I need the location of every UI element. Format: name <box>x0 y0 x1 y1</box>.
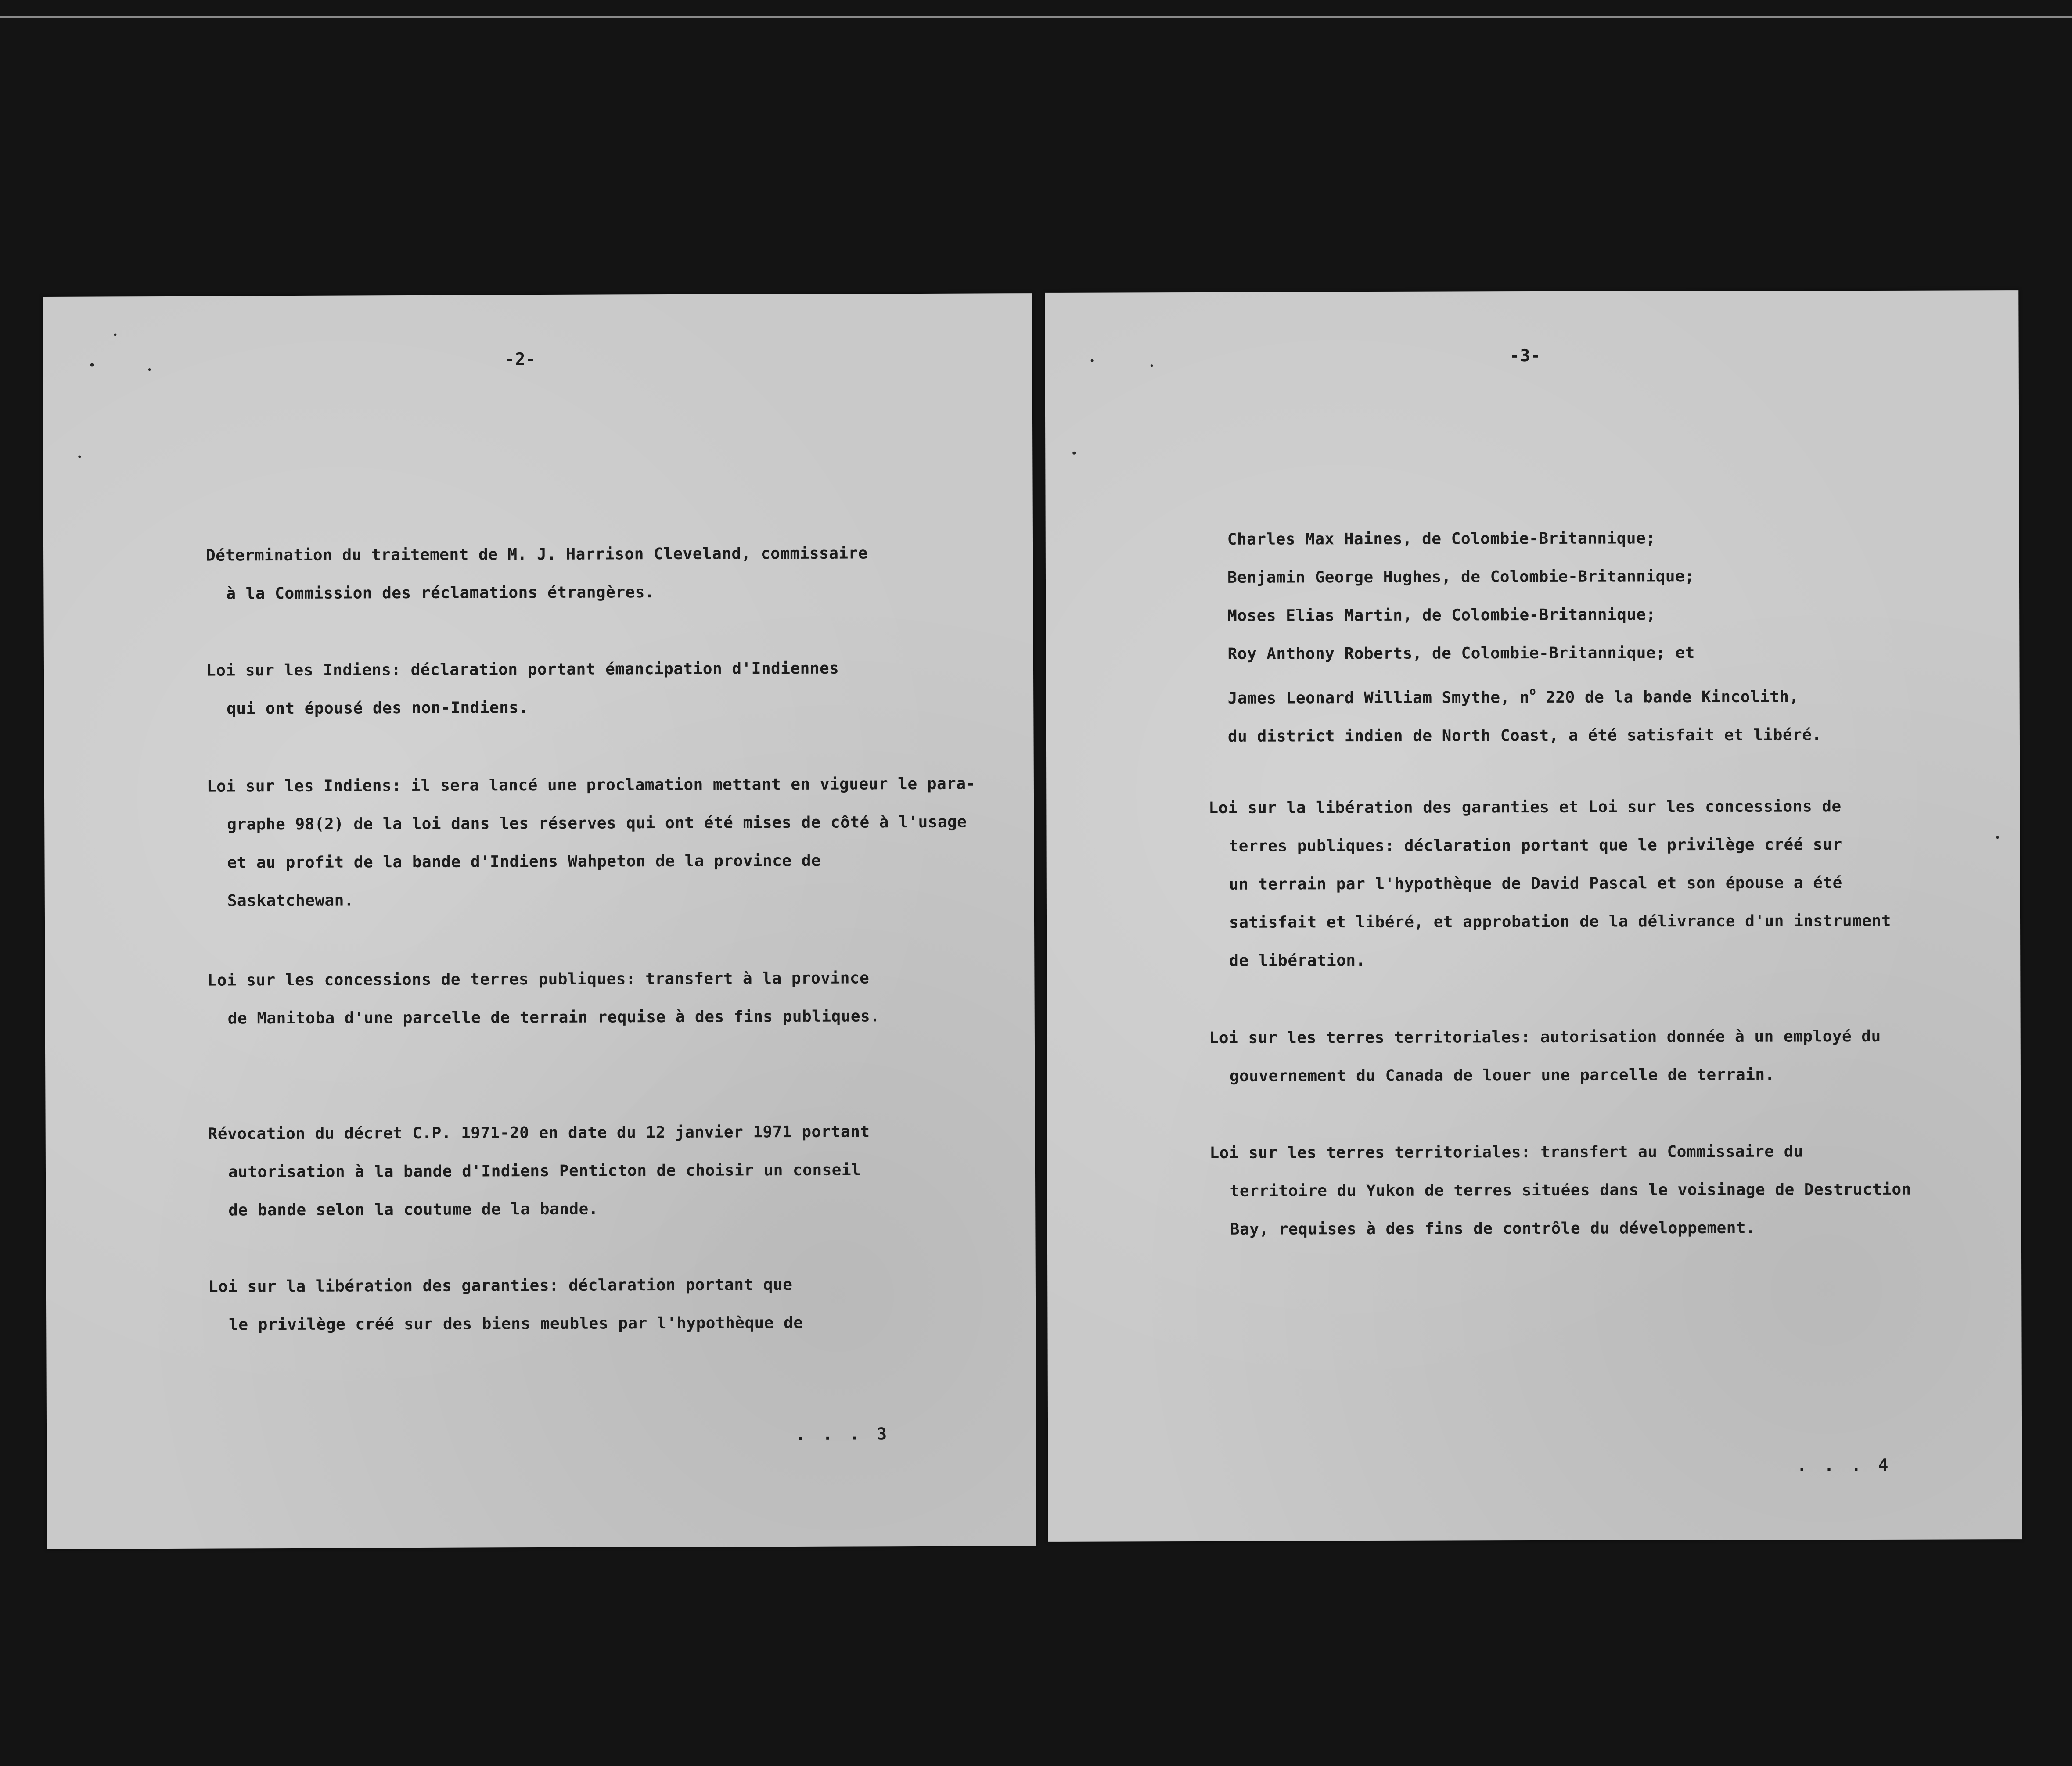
number-superscript: o <box>1529 685 1536 698</box>
paragraph-line: gouvernement du Canada de louer une parcelle de terrain. <box>1229 1066 1775 1085</box>
paragraph-line: Loi sur les terres territoriales: transfert au Commissaire du <box>1209 1142 1804 1162</box>
smythe-text-rest: 220 de la bande Kincolith, <box>1536 688 1799 707</box>
speck <box>1996 836 1999 839</box>
paragraph-emancipation <box>206 650 839 728</box>
names-line <box>1228 671 1822 718</box>
speck <box>90 363 94 367</box>
smythe-text: James Leonard William Smythe, n <box>1227 689 1530 707</box>
paragraph-line: et au profit de la bande d'Indiens Wahpeton de la province de <box>227 851 821 872</box>
paragraph-line: un terrain par l'hypothèque de David Pascal et son épouse a été <box>1229 874 1842 894</box>
paragraph-line: de libération. <box>1229 951 1366 970</box>
paragraph-line: le privilège créé sur des biens meubles par l'hypothèque de <box>229 1314 803 1334</box>
paragraph-revocation <box>208 1113 871 1229</box>
names-line: du district indien de North Coast, a été satisfait et libéré. <box>1227 726 1822 746</box>
paragraph-concessions <box>207 959 880 1037</box>
paragraph-line: territoire du Yukon de terres situées dans le voisinage de Destruction <box>1230 1180 1911 1200</box>
names-line: Moses Elias Martin, de Colombie-Britannique; <box>1227 606 1656 625</box>
speck <box>1151 364 1153 367</box>
paragraph-line: Loi sur la libération des garanties et Loi sur les concessions de <box>1209 797 1842 817</box>
paragraph-line: Saskatchewan. <box>227 891 354 910</box>
paragraph-line: Loi sur les concessions de terres publiques: transfert à la province <box>207 969 870 990</box>
paragraph-line: de Manitoba d'une parcelle de terrain requise à des fins publiques. <box>227 1007 880 1028</box>
paragraph-garanties-concessions <box>1209 787 1891 980</box>
paragraph-line: satisfait et libéré, et approbation de la délivrance d'un instrument <box>1229 912 1891 932</box>
paragraph-line: Loi sur les Indiens: déclaration portant émancipation d'Indiennes <box>206 659 839 680</box>
page-number: -3- <box>1509 345 1541 366</box>
paragraph-terres-yukon <box>1209 1132 1911 1249</box>
paragraph-line: Loi sur les terres territoriales: autorisation donnée à un employé du <box>1209 1027 1881 1047</box>
speck <box>148 368 151 371</box>
speck <box>114 333 116 336</box>
speck <box>78 456 81 458</box>
paragraph-traitement <box>206 534 868 613</box>
speck <box>1091 359 1094 362</box>
paragraph-line: Bay, requises à des fins de contrôle du développement. <box>1230 1219 1756 1238</box>
paragraph-proclamation <box>207 765 976 920</box>
names-line: Benjamin George Hughes, de Colombie-Britannique; <box>1227 567 1695 587</box>
paragraph-line: de bande selon la coutume de la bande. <box>228 1200 598 1220</box>
paragraph-line: Loi sur les Indiens: il sera lancé une proclamation mettant en vigueur le para- <box>206 775 976 796</box>
names-line: Roy Anthony Roberts, de Colombie-Britannique; et <box>1227 644 1695 663</box>
paragraph-line: Loi sur la libération des garanties: déclaration portant que <box>208 1275 793 1296</box>
paragraph-line: graphe 98(2) de la loi dans les réserves qui ont été mises de côté à l'usage <box>227 813 967 834</box>
paragraph-garanties <box>209 1266 803 1344</box>
paragraph-line: autorisation à la bande d'Indiens Penticton de choisir un conseil <box>228 1161 861 1181</box>
names-list <box>1227 519 1822 756</box>
paragraph-line: Révocation du décret C.P. 1971-20 en date du 12 janvier 1971 portant <box>208 1123 870 1143</box>
names-line: Charles Max Haines, de Colombie-Britannique; <box>1227 529 1656 549</box>
continued-marker: . . . 3 <box>795 1424 891 1444</box>
paragraph-line: terres publiques: déclaration portant que le privilège créé sur <box>1229 836 1842 855</box>
paragraph-line: qui ont épousé des non-Indiens. <box>227 699 529 718</box>
paragraph-line: Détermination du traitement de M. J. Harrison Cleveland, commissaire <box>206 544 868 565</box>
paragraph-line: à la Commission des réclamations étrangères. <box>226 583 655 603</box>
speck <box>1072 452 1076 455</box>
page-number: -2- <box>504 349 536 369</box>
film-top-edge <box>0 16 2072 18</box>
document-page-2 <box>43 293 1036 1549</box>
document-page-3 <box>1045 290 2022 1542</box>
paragraph-terres-location <box>1209 1017 1881 1095</box>
continued-marker: . . . 4 <box>1797 1455 1892 1475</box>
